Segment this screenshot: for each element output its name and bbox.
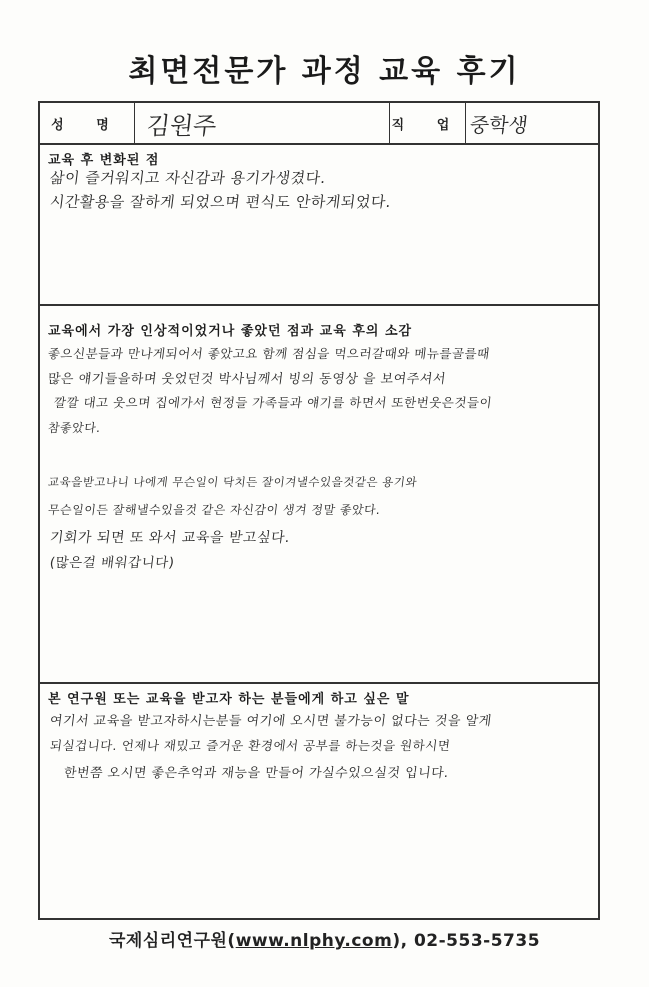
handwritten-line: 깔깔 대고 웃으며 집에가서 현정들 가족들과 얘기를 하면서 또한번웃은것들이 [53,395,494,410]
handwritten-line: 교육을받고나니 나에게 무슨일이 닥치든 잘이겨낼수있을것같은 용기와 [47,475,418,489]
handwritten-line: 참좋았다. [47,421,102,435]
form-title: 최면전문가 과정 교육 후기 [128,54,521,89]
review-form [38,101,600,920]
handwritten-line: 좋으신분들과 만나게되어서 좋았고요 함께 점심을 먹으러갈때와 메뉴를골를때 [47,346,491,361]
job-cell [466,103,600,143]
handwritten-line: 기회가 되면 또 와서 교육을 받고싶다. [48,530,291,546]
handwritten-line: 여기서 교육을 받고자하시는분들 여기에 오시면 불가능이 없다는 것을 알게 [48,714,493,729]
handwritten-line: 되실겁니다. 언제나 재밌고 즐거운 환경에서 공부를 하는것을 원하시면 [49,738,452,753]
job-label: 직 업 [390,103,466,143]
section-changes [40,145,598,306]
handwritten-line: 한번쯤 오시면 좋은추억과 재능을 만들어 가실수있으실것 입니다. [62,766,450,781]
handwritten-line: 시간활용을 잘하게 되었으며 편식도 안하게되었다. [48,193,393,211]
job-value: 중학생 [468,112,530,137]
name-cell [135,103,390,143]
name-label: 성 명 [40,103,135,143]
info-row [40,103,598,145]
handwritten-line: 삶이 즐거워지고 자신감과 용기가생겼다. [48,169,327,187]
handwritten-line: 무슨일이든 잘해낼수있을것 같은 자신감이 생겨 정말 좋았다. [47,503,382,517]
handwritten-line: 많은 얘기들을하며 웃었던것 박사님께서 빙의 동영상 을 보여주셔서 [46,372,447,387]
footer-org: 국제심리연구원( [108,931,236,951]
section-title: 본 연구원 또는 교육을 받고자 하는 분들에게 하고 싶은 말 [48,692,410,707]
section-title: 교육에서 가장 인상적이었거나 좋았던 점과 교육 후의 소감 [48,324,413,339]
section-message [40,684,598,918]
section-impressions [40,306,598,684]
footer [0,926,649,951]
name-value: 김원주 [145,111,218,140]
footer-phone: ), 02-553-5735 [392,931,541,951]
website-link[interactable]: www.nlphy.com [235,931,393,951]
handwritten-line: (많은걸 배워갑니다) [48,555,176,571]
section-title: 교육 후 변화된 점 [48,153,160,168]
